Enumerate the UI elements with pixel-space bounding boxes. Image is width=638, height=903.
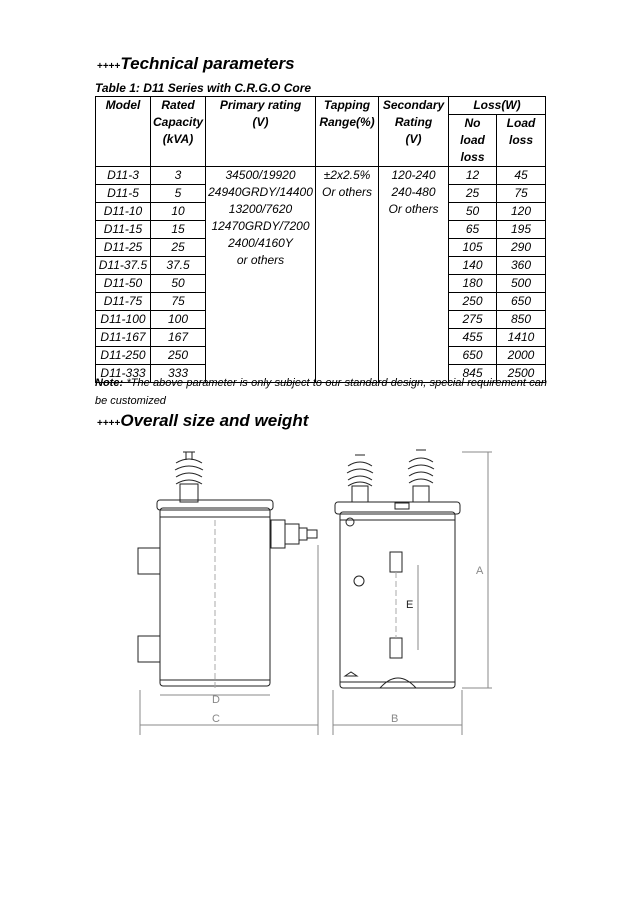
cell-capacity: 10 [151, 203, 206, 221]
cell-model: D11-50 [96, 275, 151, 293]
cell-no-load-loss: 65 [449, 221, 497, 239]
cell-no-load-loss: 180 [449, 275, 497, 293]
cell-no-load-loss: 275 [449, 311, 497, 329]
dim-label-e: E [406, 599, 414, 611]
cell-model: D11-167 [96, 329, 151, 347]
table-caption: Table 1: D11 Series with C.R.G.O Core [95, 81, 312, 95]
cell-capacity: 5 [151, 185, 206, 203]
tapping-value: ±2x2.5% [323, 168, 371, 182]
cell-load-loss: 650 [497, 293, 546, 311]
cell-capacity: 50 [151, 275, 206, 293]
cell-model: D11-10 [96, 203, 151, 221]
header-no-load: No load loss [449, 115, 497, 167]
bushing-right-2 [408, 450, 434, 502]
cell-load-loss: 75 [497, 185, 546, 203]
header-primary: Primary rating (V) [206, 97, 316, 167]
cell-capacity: 75 [151, 293, 206, 311]
primary-value: 34500/19920 [225, 168, 296, 182]
header-model: Model [96, 97, 151, 167]
cell-model: D11-37.5 [96, 257, 151, 275]
table-row [96, 167, 546, 185]
heading-title: Overall size and weight [120, 411, 309, 430]
primary-value: or others [236, 253, 285, 267]
dim-label-c: C [212, 713, 220, 725]
cell-load-loss: 120 [497, 203, 546, 221]
cell-load-loss: 1410 [497, 329, 546, 347]
cell-load-loss: 195 [497, 221, 546, 239]
cell-model: D11-5 [96, 185, 151, 203]
dim-label-b: B [391, 713, 399, 725]
secondary-value: 240-480 [391, 185, 436, 199]
section-heading-technical-parameters [97, 54, 295, 74]
secondary-value: 120-240 [391, 168, 436, 182]
heading-title: Technical parameters [120, 54, 295, 73]
cell-load-loss: 360 [497, 257, 546, 275]
header-loss: Loss(W) [449, 97, 546, 115]
cell-model: D11-100 [96, 311, 151, 329]
cell-secondary-group [379, 167, 449, 383]
cell-load-loss: 2000 [497, 347, 546, 365]
cell-capacity: 37.5 [151, 257, 206, 275]
cell-capacity: 333 [151, 365, 206, 383]
bushing-left [175, 452, 203, 502]
cell-no-load-loss: 250 [449, 293, 497, 311]
header-load: Load loss [497, 115, 546, 167]
header-tapping: Tapping Range(%) [316, 97, 379, 167]
heading-prefix: ++++ [97, 418, 121, 429]
dim-label-d: D [212, 694, 220, 706]
primary-value: 12470GRDY/7200 [211, 219, 310, 233]
cell-tapping-group [316, 167, 379, 383]
primary-value: 24940GRDY/14400 [208, 185, 313, 199]
side-view [333, 450, 492, 735]
heading-prefix: ++++ [97, 61, 121, 72]
transformer-drawing [0, 440, 638, 740]
primary-value: 13200/7620 [228, 202, 293, 216]
cell-no-load-loss: 650 [449, 347, 497, 365]
cell-no-load-loss: 140 [449, 257, 497, 275]
cell-capacity: 15 [151, 221, 206, 239]
note-text: *The above parameter is only subject to our standard design, special requirement can be customized [95, 377, 547, 407]
cell-model: D11-25 [96, 239, 151, 257]
header-capacity: Rated Capacity (kVA) [151, 97, 206, 167]
cell-capacity: 167 [151, 329, 206, 347]
cell-capacity: 25 [151, 239, 206, 257]
front-view [138, 452, 318, 735]
cell-no-load-loss: 845 [449, 365, 497, 383]
cell-model: D11-250 [96, 347, 151, 365]
cell-model: D11-333 [96, 365, 151, 383]
cell-load-loss: 290 [497, 239, 546, 257]
cell-no-load-loss: 105 [449, 239, 497, 257]
cell-model: D11-75 [96, 293, 151, 311]
cell-no-load-loss: 455 [449, 329, 497, 347]
dim-label-a: A [476, 565, 484, 577]
primary-value: 2400/4160Y [228, 236, 293, 250]
cell-primary-group [206, 167, 316, 383]
cell-model: D11-3 [96, 167, 151, 185]
cell-capacity: 250 [151, 347, 206, 365]
spec-table [95, 96, 546, 383]
header-secondary: Secondary Rating (V) [379, 97, 449, 167]
secondary-value: Or others [388, 202, 439, 216]
note [95, 374, 547, 410]
cell-no-load-loss: 25 [449, 185, 497, 203]
section-heading-overall-size [97, 411, 308, 431]
cell-load-loss: 2500 [497, 365, 546, 383]
cell-capacity: 100 [151, 311, 206, 329]
cell-no-load-loss: 12 [449, 167, 497, 185]
tapping-value: Or others [321, 185, 372, 199]
bushing-right-1 [347, 455, 373, 502]
cell-load-loss: 500 [497, 275, 546, 293]
cell-capacity: 3 [151, 167, 206, 185]
cell-no-load-loss: 50 [449, 203, 497, 221]
cell-load-loss: 850 [497, 311, 546, 329]
cell-model: D11-15 [96, 221, 151, 239]
cell-load-loss: 45 [497, 167, 546, 185]
note-label: Note: [95, 377, 124, 389]
